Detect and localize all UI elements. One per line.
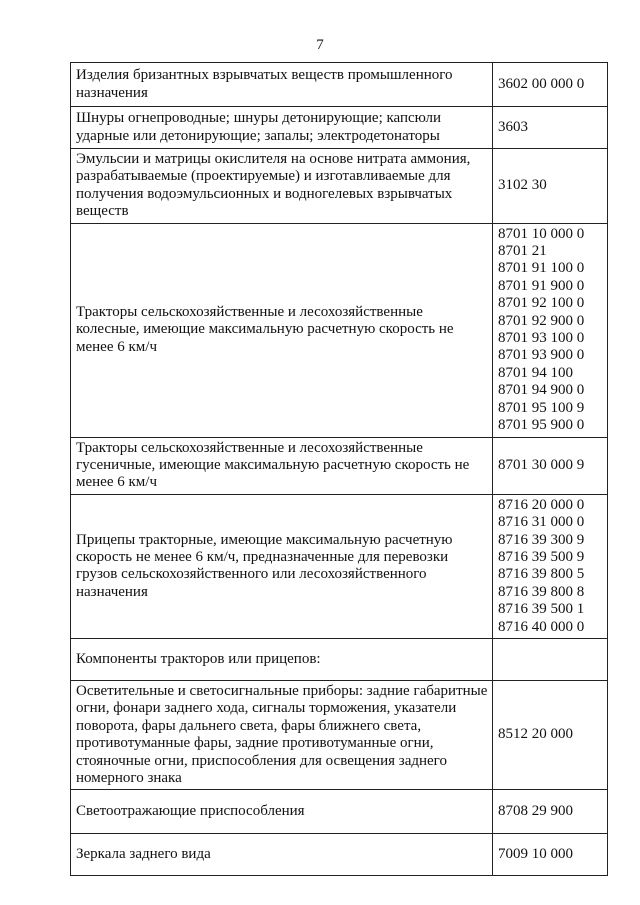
tnved-code: 8716 39 500 1: [498, 601, 585, 618]
tnved-code: 7009 10 000: [498, 846, 573, 863]
tnved-code: 8701 10 000 0: [498, 225, 585, 242]
table-row: [71, 494, 608, 638]
table-row: [71, 437, 608, 494]
tnved-code-cell: [493, 223, 608, 437]
product-description: Шнуры огнепроводные; шнуры детонирующие; капсюли ударные или детонирующие; запалы; электродетонаторы: [71, 107, 493, 149]
tnved-code: 8701 95 100 9: [498, 399, 585, 416]
tnved-code-cell: [493, 790, 608, 834]
tnved-code: 8701 91 100 0: [498, 260, 585, 277]
tnved-code: 8701 94 900 0: [498, 382, 585, 399]
tnved-code: 3602 00 000 0: [498, 75, 585, 92]
product-code-table: [70, 62, 608, 876]
tnved-code-cell: [493, 437, 608, 494]
tnved-code-cell: [493, 834, 608, 876]
table-row: [71, 638, 608, 680]
table-row: [71, 149, 608, 224]
product-description: Эмульсии и матрицы окислителя на основе нитрата аммония, разрабатываемые (проектируемые) и изготавливаемые для получения водоэмульсионных и водногелевых взрывчатых веществ: [71, 149, 493, 224]
tnved-code: 8701 91 900 0: [498, 277, 585, 294]
product-description: Изделия бризантных взрывчатых веществ промышленного назначения: [71, 63, 493, 107]
tnved-code: 8701 93 900 0: [498, 347, 585, 364]
tnved-code: 8716 31 000 0: [498, 514, 585, 531]
table-row: [71, 107, 608, 149]
product-description: Компоненты тракторов или прицепов:: [71, 638, 493, 680]
table-row: [71, 680, 608, 789]
tnved-code: 8716 39 800 5: [498, 566, 585, 583]
tnved-code: 8716 40 000 0: [498, 618, 585, 635]
product-description: Светоотражающие приспособления: [71, 790, 493, 834]
tnved-code: 8701 92 100 0: [498, 295, 585, 312]
tnved-code-cell: [493, 107, 608, 149]
table-row: [71, 223, 608, 437]
tnved-code: 8701 92 900 0: [498, 312, 585, 329]
table-row: [71, 63, 608, 107]
tnved-code-cell: [493, 638, 608, 680]
table-row: [71, 834, 608, 876]
product-description: Зеркала заднего вида: [71, 834, 493, 876]
tnved-code: 3102 30: [498, 177, 547, 194]
tnved-code: 8716 39 300 9: [498, 531, 585, 548]
product-description: Тракторы сельскохозяйственные и лесохозяйственные гусеничные, имеющие максимальную расчетную скорость не менее 6 км/ч: [71, 437, 493, 494]
tnved-code-cell: [493, 494, 608, 638]
tnved-code: 8716 20 000 0: [498, 496, 585, 513]
tnved-code: 8701 95 900 0: [498, 417, 585, 434]
tnved-code: 3603: [498, 118, 528, 135]
tnved-code: 8701 93 100 0: [498, 330, 585, 347]
product-description: Тракторы сельскохозяйственные и лесохозяйственные колесные, имеющие максимальную расчетную скорость не менее 6 км/ч: [71, 223, 493, 437]
tnved-code: 8701 21: [498, 243, 547, 260]
tnved-code-cell: [493, 149, 608, 224]
page-number: 7: [316, 37, 324, 53]
product-description: Осветительные и светосигнальные приборы: задние габаритные огни, фонари заднего хода, сигналы торможения, указатели поворота, фары дальнего света, фары ближнего света, противотуманные фары, задние противотуманные огни, стояночные огни, приспособления для освещения заднего номерного знака: [71, 680, 493, 789]
tnved-code: 8716 39 500 9: [498, 548, 585, 565]
tnved-code-cell: [493, 680, 608, 789]
product-description: Прицепы тракторные, имеющие максимальную расчетную скорость не менее 6 км/ч, предназначенные для перевозки грузов сельскохозяйственного или лесохозяйственного назначения: [71, 494, 493, 638]
tnved-code: 8512 20 000: [498, 726, 573, 743]
tnved-code: 8701 94 100: [498, 364, 573, 381]
tnved-code: 8716 39 800 8: [498, 583, 585, 600]
tnved-code: 8708 29 900: [498, 803, 573, 820]
table-row: [71, 790, 608, 834]
tnved-code-cell: [493, 63, 608, 107]
tnved-code: 8701 30 000 9: [498, 456, 585, 473]
